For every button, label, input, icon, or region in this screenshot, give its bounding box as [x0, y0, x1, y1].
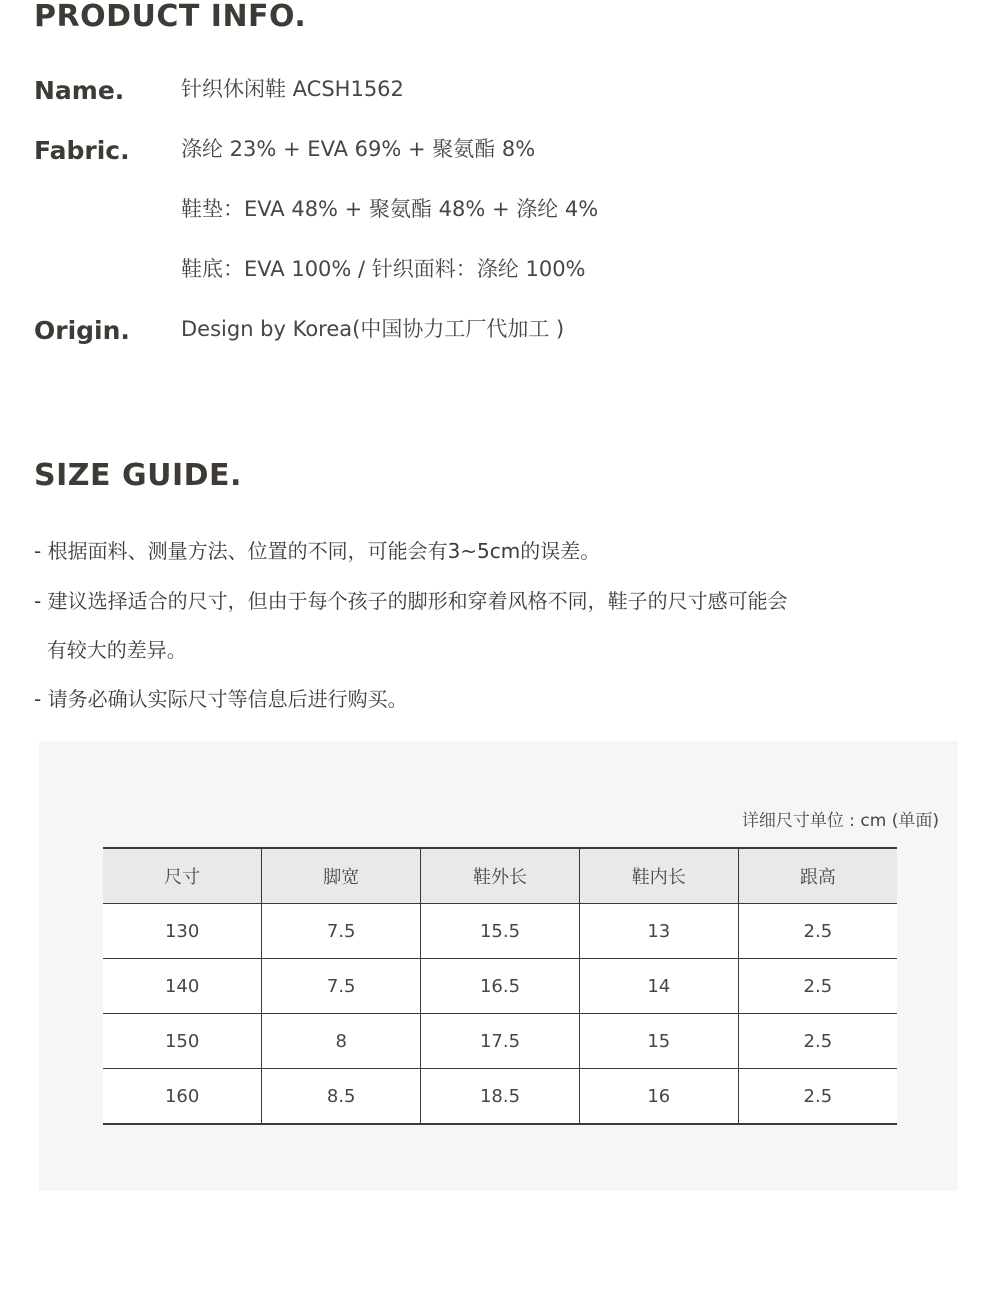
table-cell: 18.5: [421, 1069, 580, 1125]
table-row: [103, 1069, 897, 1125]
size-note: - 请务必确认实际尺寸等信息后进行购买。: [34, 687, 408, 711]
table-cell: 15: [579, 1014, 738, 1069]
table-cell: 140: [103, 959, 262, 1014]
table-cell: 8: [262, 1014, 421, 1069]
table-cell: 16.5: [421, 959, 580, 1014]
table-row: [103, 1014, 897, 1069]
table-cell: 130: [103, 904, 262, 959]
table-cell: 15.5: [421, 904, 580, 959]
fabric-line: 鞋底：EVA 100% / 针织面料：涤纶 100%: [181, 257, 586, 281]
name-value: 针织休闲鞋 ACSH1562: [181, 77, 404, 101]
origin-label: Origin.: [34, 316, 130, 345]
table-row: [103, 959, 897, 1014]
table-cell: 16: [579, 1069, 738, 1125]
table-cell: 2.5: [738, 959, 897, 1014]
table-cell: 150: [103, 1014, 262, 1069]
column-header: 跟高: [738, 848, 897, 904]
product-info-title: PRODUCT INFO.: [34, 0, 307, 34]
size-guide-title: SIZE GUIDE.: [34, 458, 242, 493]
table-cell: 7.5: [262, 904, 421, 959]
table-cell: 2.5: [738, 1014, 897, 1069]
origin-value: Design by Korea(中国协力工厂代加工 ): [181, 317, 565, 341]
name-label: Name.: [34, 76, 125, 105]
size-note: - 根据面料、测量方法、位置的不同，可能会有3~5cm的误差。: [34, 539, 601, 563]
table-cell: 8.5: [262, 1069, 421, 1125]
table-cell: 13: [579, 904, 738, 959]
table-cell: 14: [579, 959, 738, 1014]
table-header-row: [103, 848, 897, 904]
table-row: [103, 904, 897, 959]
table-cell: 2.5: [738, 1069, 897, 1125]
fabric-line: 涤纶 23% + EVA 69% + 聚氨酯 8%: [181, 137, 536, 161]
fabric-line: 鞋垫：EVA 48% + 聚氨酯 48% + 涤纶 4%: [181, 197, 599, 221]
size-note: 有较大的差异。: [34, 638, 187, 662]
table-cell: 7.5: [262, 959, 421, 1014]
size-note: - 建议选择适合的尺寸，但由于每个孩子的脚形和穿着风格不同，鞋子的尺寸感可能会: [34, 589, 788, 613]
table-cell: 2.5: [738, 904, 897, 959]
table-cell: 17.5: [421, 1014, 580, 1069]
table-cell: 160: [103, 1069, 262, 1125]
column-header: 脚宽: [262, 848, 421, 904]
column-header: 鞋内长: [579, 848, 738, 904]
size-table: [103, 847, 897, 1125]
column-header: 鞋外长: [421, 848, 580, 904]
column-header: 尺寸: [103, 848, 262, 904]
unit-note: 详细尺寸单位 : cm (单面): [741, 811, 939, 831]
fabric-label: Fabric.: [34, 136, 130, 165]
